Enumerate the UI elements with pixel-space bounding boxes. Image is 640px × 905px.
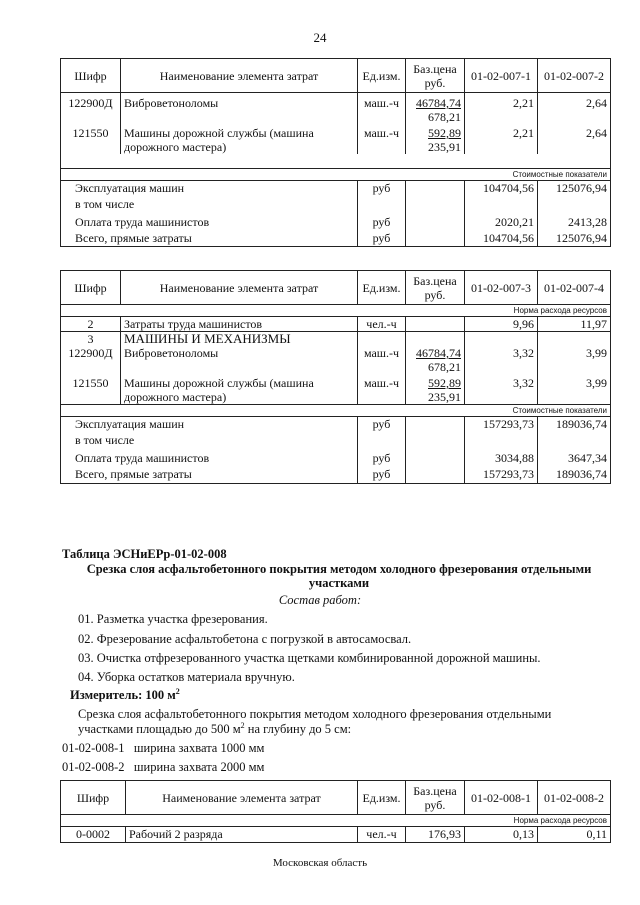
col-code-header: Шифр — [61, 59, 121, 93]
row-name: Затраты труда машинистов — [121, 317, 358, 332]
row-price-main: 592,89 — [428, 376, 461, 390]
row-value-1: 3,32 — [465, 346, 538, 374]
work-composition-label: Состав работ: — [278, 593, 362, 607]
col-name-header: Наименование элемента затрат — [121, 59, 358, 93]
section-code: 3 — [61, 332, 121, 347]
desc-text: участками площадью до 500 м — [78, 722, 241, 736]
norm-label: Норма расхода ресурсов — [61, 815, 611, 827]
row-value-2: 11,97 — [538, 317, 611, 332]
totals-row — [61, 449, 611, 467]
desc-sup: 2 — [240, 720, 245, 730]
totals-name: Эксплуатация машин — [61, 417, 358, 432]
totals-name: Оплата труда машинистов — [61, 449, 358, 467]
work-step: 04. Уборка остатков материала вручную. — [78, 670, 295, 684]
variant-line — [62, 760, 264, 774]
variant-code: 01-02-008-1 — [62, 741, 125, 755]
row-code: 121550 — [61, 374, 121, 405]
row-value-1: 2,21 — [465, 93, 538, 125]
resource-table-008 — [60, 780, 611, 843]
totals-row — [61, 431, 611, 449]
table-row — [61, 346, 611, 374]
col-name-header: Наименование элемента затрат — [126, 781, 358, 815]
col-unit-header: Ед.изм. — [358, 781, 406, 815]
labor-row — [61, 317, 611, 332]
section-row — [61, 332, 611, 347]
row-code: 0-0002 — [61, 827, 126, 843]
row-price-sub: 678,21 — [428, 360, 461, 374]
row-value-1: 3,32 — [465, 374, 538, 405]
col-007-2-header: 01-02-007-2 — [538, 59, 611, 93]
row-value-1: 2,21 — [465, 124, 538, 154]
description-line: Срезка слоя асфальтобетонного покрытия методом холодного фрезерования отдельными — [78, 707, 552, 721]
col-008-1-header: 01-02-008-1 — [465, 781, 538, 815]
totals-value-1: 104704,56 — [465, 180, 538, 195]
totals-unit: руб — [358, 417, 406, 432]
col-code-header: Шифр — [61, 271, 121, 305]
row-code: 121550 — [61, 124, 121, 154]
table-row — [61, 124, 611, 154]
row-price-sub: 678,21 — [428, 110, 461, 124]
row-value-2: 3,99 — [538, 374, 611, 405]
col-code-header: Шифр — [61, 781, 126, 815]
meter-sup: 2 — [175, 686, 180, 696]
totals-row — [61, 213, 611, 231]
row-value-2: 2,64 — [538, 124, 611, 154]
row-unit: маш.-ч — [358, 124, 406, 154]
row-code: 122900Д — [61, 93, 121, 125]
resource-table-007-3-4 — [60, 270, 611, 484]
page-number: 24 — [313, 30, 327, 45]
totals-name: Всего, прямые затраты — [61, 467, 358, 483]
row-code: 2 — [61, 317, 121, 332]
variant-line — [62, 741, 264, 755]
totals-value-1: 104704,56 — [465, 231, 538, 247]
totals-name: Оплата труда машинистов — [61, 213, 358, 231]
variant-text: ширина захвата 2000 мм — [133, 760, 265, 774]
table-row — [61, 93, 611, 125]
totals-row — [61, 467, 611, 483]
col-unit-header: Ед.изм. — [358, 59, 406, 93]
row-name: Машины дорожной службы (машина дорожного мастера) — [121, 124, 358, 154]
col-unit-header: Ед.изм. — [358, 271, 406, 305]
row-value-1: 9,96 — [465, 317, 538, 332]
row-price-main: 46784,74 — [416, 96, 461, 110]
norm-label: Норма расхода ресурсов — [61, 305, 611, 317]
work-step: 01. Разметка участка фрезерования. — [78, 612, 268, 626]
row-name: Рабочий 2 разряда — [126, 827, 358, 843]
totals-value-2: 2413,28 — [538, 213, 611, 231]
totals-name: в том числе — [61, 431, 358, 449]
cost-indicators-label: Стоимостные показатели — [61, 168, 611, 180]
page-footer: Московская область — [272, 857, 368, 869]
col-price-header: Баз.цена руб. — [406, 59, 465, 93]
totals-value-1: 157293,73 — [465, 467, 538, 483]
col-price-header: Баз.цена руб. — [406, 271, 465, 305]
col-007-4-header: 01-02-007-4 — [538, 271, 611, 305]
totals-value-1: 3034,88 — [465, 449, 538, 467]
totals-name: Эксплуатация машин — [61, 180, 358, 195]
row-value-2: 2,64 — [538, 93, 611, 125]
totals-row — [61, 180, 611, 195]
row-value-1: 0,13 — [465, 827, 538, 843]
row-name: Виброветоноломы — [121, 346, 358, 374]
row-unit: маш.-ч — [358, 374, 406, 405]
meter-text: Измеритель: 100 м — [70, 688, 176, 702]
row-unit: чел.-ч — [358, 317, 406, 332]
row-name: Машины дорожной службы (машина дорожного мастера) — [121, 374, 358, 405]
resource-table-007-1-2 — [60, 58, 611, 247]
totals-value-2: 189036,74 — [538, 467, 611, 483]
work-step: 02. Фрезерование асфальтобетона с погрузкой в автосамосвал. — [78, 632, 412, 646]
col-name-header: Наименование элемента затрат — [121, 271, 358, 305]
col-007-1-header: 01-02-007-1 — [465, 59, 538, 93]
row-price-main: 46784,74 — [416, 346, 461, 360]
desc-text: на глубину до 5 см: — [244, 722, 352, 736]
totals-value-2: 125076,94 — [538, 231, 611, 247]
section-title: МАШИНЫ И МЕХАНИЗМЫ — [121, 332, 358, 347]
row-price-main: 592,89 — [428, 126, 461, 140]
totals-value-2: 189036,74 — [538, 417, 611, 432]
totals-unit: руб — [358, 231, 406, 247]
row-code: 122900Д — [61, 346, 121, 374]
cost-indicators-label: Стоимостные показатели — [61, 405, 611, 417]
col-007-3-header: 01-02-007-3 — [465, 271, 538, 305]
work-step: 03. Очистка отфрезерованного участка щетками комбинированной дорожной машины. — [78, 651, 541, 665]
totals-value-2: 125076,94 — [538, 180, 611, 195]
totals-row — [61, 231, 611, 247]
table-id-heading: Таблица ЭСНиЕРр-01-02-008 — [62, 547, 227, 561]
row-unit: чел.-ч — [358, 827, 406, 843]
meter-label — [70, 688, 180, 702]
col-price-header: Баз.цена руб. — [406, 781, 465, 815]
row-price-sub: 235,91 — [428, 390, 461, 404]
description-line — [78, 722, 351, 736]
totals-row — [61, 417, 611, 432]
totals-unit: руб — [358, 213, 406, 231]
row-price: 176,93 — [406, 827, 465, 843]
totals-unit: руб — [358, 180, 406, 195]
row-value-2: 0,11 — [538, 827, 611, 843]
totals-value-2: 3647,34 — [538, 449, 611, 467]
totals-value-1: 157293,73 — [465, 417, 538, 432]
section-title: Срезка слоя асфальтобетонного покрытия методом холодного фрезерования отдельными участками — [86, 562, 592, 590]
row-name: Виброветоноломы — [121, 93, 358, 125]
col-008-2-header: 01-02-008-2 — [538, 781, 611, 815]
totals-row — [61, 195, 611, 213]
totals-unit: руб — [358, 449, 406, 467]
row-value-2: 3,99 — [538, 346, 611, 374]
row-unit: маш.-ч — [358, 93, 406, 125]
row-price-sub: 235,91 — [428, 140, 461, 154]
row-unit: маш.-ч — [358, 346, 406, 374]
totals-name: Всего, прямые затраты — [61, 231, 358, 247]
variant-code: 01-02-008-2 — [62, 760, 125, 774]
variant-text: ширина захвата 1000 мм — [133, 741, 265, 755]
totals-value-1: 2020,21 — [465, 213, 538, 231]
table-row — [61, 827, 611, 843]
totals-unit: руб — [358, 467, 406, 483]
table-row — [61, 374, 611, 405]
totals-name: в том числе — [61, 195, 358, 213]
